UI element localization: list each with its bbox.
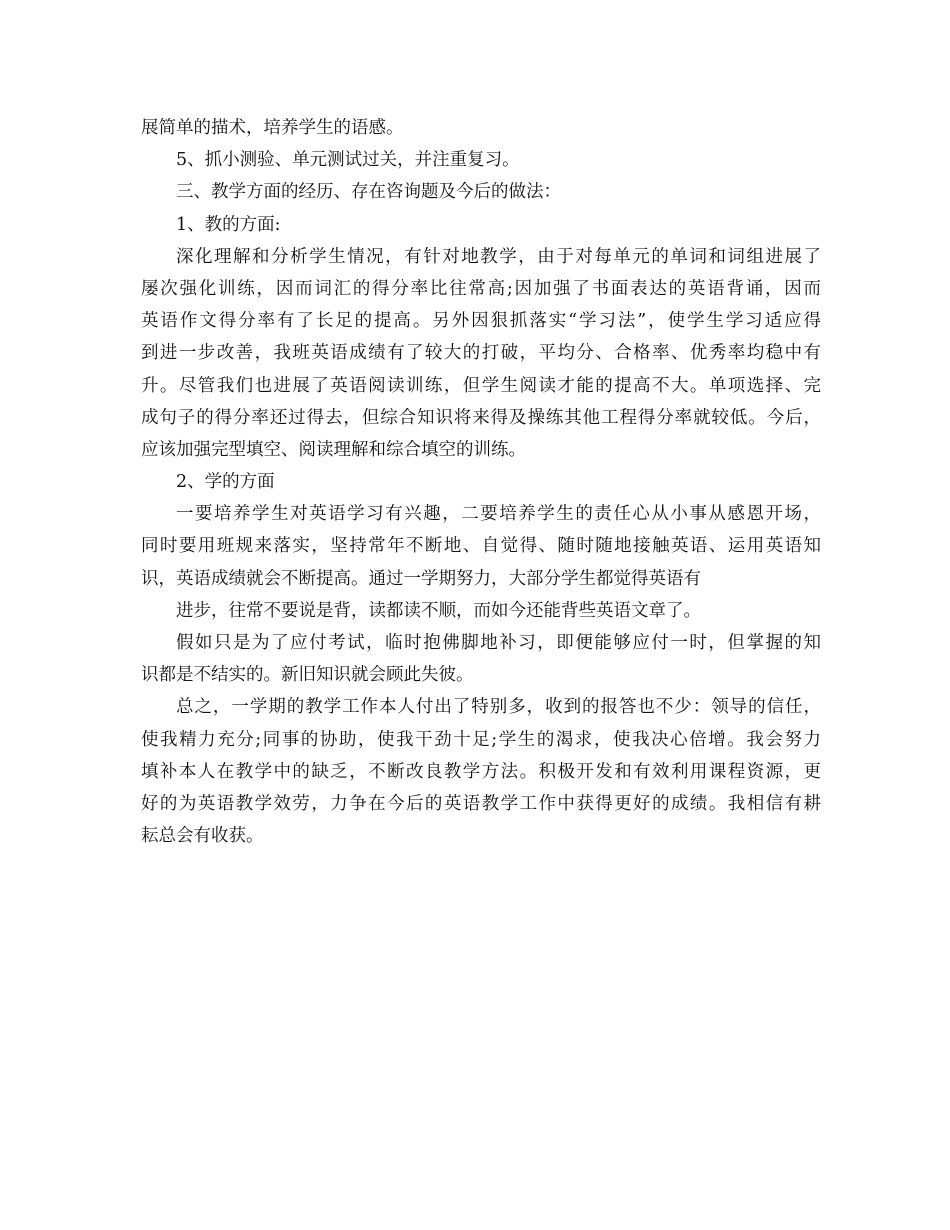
text-line: 英语作文得分率有了长足的提高。另外因狠抓落实“学习法”，使学生学习适应得 [141, 311, 821, 332]
text-line: 同时要用班规来落实，坚持常年不断地、自觉得、随时随地接触英语、运用英语知 [141, 536, 821, 557]
text-line: 识都是不结实的。新旧知识就会顾此失彼。 [141, 665, 474, 686]
text-line: 屡次强化训练，因而词汇的得分率比往常高;因加强了书面表达的英语背诵，因而 [141, 278, 821, 299]
text-line: 识，英语成绩就会不断提高。通过一学期努力，大部分学生都觉得英语有 [141, 568, 701, 589]
text-line: 深化理解和分析学生情况，有针对地教学，由于对每单元的单词和词组进展了 [176, 246, 821, 267]
document-body [141, 112, 821, 852]
text-line: 5、抓小测验、单元测试过关，并注重复习。 [176, 150, 520, 171]
section-heading: 三、教学方面的经历、存在咨询题及今后的做法： [176, 182, 561, 203]
text-line: 应该加强完型填空、阅读理解和综合填空的训练。 [141, 439, 526, 460]
subsection-heading: 1、教的方面: [176, 214, 281, 235]
text-line: 假如只是为了应付考试，临时抱佛脚地补习，即便能够应付一时，但掌握的知 [176, 633, 821, 653]
text-line: 总之，一学期的教学工作本人付出了特别多，收到的报答也不少：领导的信任， [176, 697, 821, 718]
text-line: 耘总会有收获。 [141, 826, 264, 847]
text-line: 填补本人在教学中的缺乏，不断改良教学方法。积极开发和有效利用课程资源，更 [141, 761, 821, 782]
text-line: 成句子的得分率还过得去，但综合知识将来得及操练其他工程得分率就较低。今后， [141, 407, 821, 428]
subsection-heading: 2、学的方面 [176, 472, 275, 493]
text-line: 升。尽管我们也进展了英语阅读训练，但学生阅读才能的提高不大。单项选择、完 [141, 375, 821, 396]
text-line: 使我精力充分;同事的协助，使我干劲十足;学生的渴求，使我决心倍增。我会努力 [141, 729, 821, 750]
text-line: 好的为英语教学效劳，力争在今后的英语教学工作中获得更好的成绩。我相信有耕 [141, 793, 821, 814]
text-line: 一要培养学生对英语学习有兴趣，二要培养学生的责任心从小事从感恩开场， [176, 504, 821, 525]
text-line: 展简单的描术，培养学生的语感。 [141, 118, 404, 138]
text-line: 到进一步改善，我班英语成绩有了较大的打破，平均分、合格率、优秀率均稳中有 [141, 343, 821, 364]
text-line: 进步，往常不要说是背，读都读不顺，而如今还能背些英语文章了。 [176, 600, 701, 621]
